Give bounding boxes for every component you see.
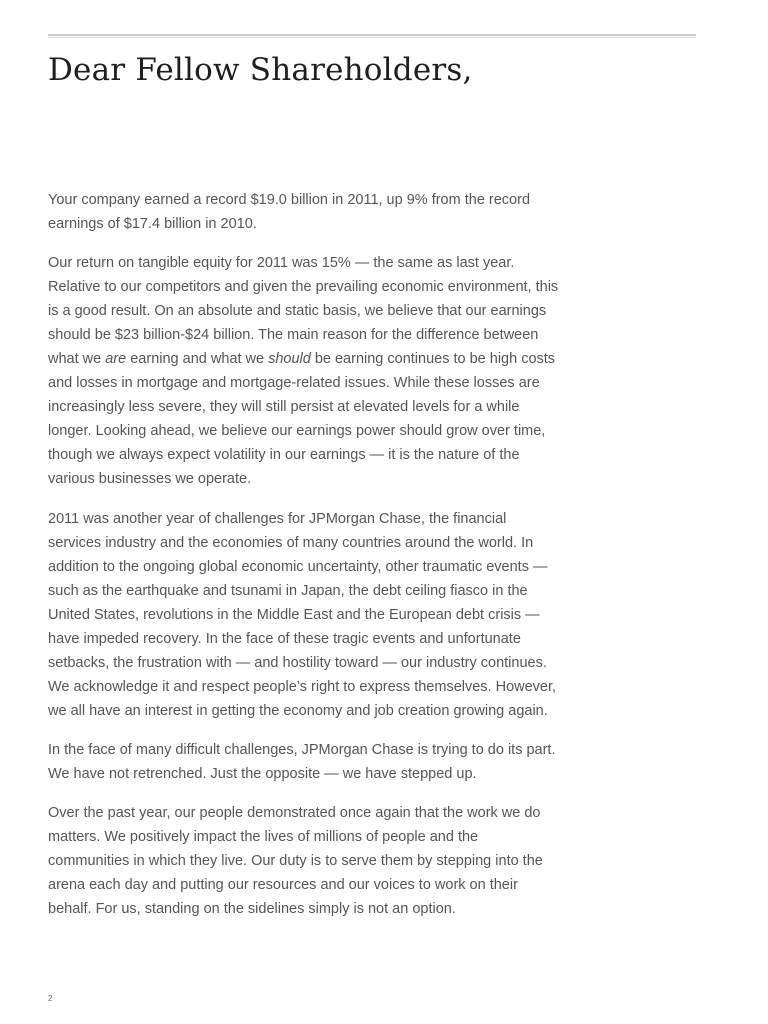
- paragraph-2-part-a: Our return on tangible equity for 2011 was 15% — the same as last year. Relative to our competitors and given the prevailing economic environment, this is a good result. On an absolute and static basis, we believe that our earnings should be $23 billion-$24 billion. The main reason for the difference between what we: [48, 255, 559, 367]
- emphasis-are: are: [105, 351, 127, 367]
- page-number: 2: [48, 994, 53, 1003]
- header-rule-thin: [48, 37, 696, 38]
- paragraph-1: Your company earned a record $19.0 billion in 2011, up 9% from the record earnings of $17.4 billion in 2010.: [48, 192, 531, 232]
- header-rule-thick: [48, 34, 696, 36]
- paragraph-2: [48, 251, 563, 491]
- paragraph-3: 2011 was another year of challenges for JPMorgan Chase, the financial services industry and the economies of many countries around the world. In addition to the ongoing global economic uncertainty, other traumatic events — such as the earthquake and tsunami in Japan, the debt ceiling fiasco in the United States, revolutions in the Middle East and the European debt crisis — have impeded recovery. In the face of these tragic events and unfortunate setbacks, the frustration with — and hostility toward — our industry continues. We acknowledge it and respect people’s right to express themselves. However, we all have an interest in getting the economy and job creation growing again.: [48, 511, 557, 719]
- paragraph-2-part-b: earning and what we: [126, 351, 269, 367]
- letter-body: [48, 188, 563, 936]
- paragraph-2-part-c: be earning continues to be high costs and losses in mortgage and mortgage-related issues. While these losses are increasingly less severe, they will still persist at elevated levels for a while longer. Looking ahead, we believe our earnings power should grow over time, though we always expect volatility in our earnings — it is the nature of the various businesses we operate.: [48, 351, 556, 487]
- emphasis-should: should: [268, 351, 311, 367]
- paragraph-5: Over the past year, our people demonstrated once again that the work we do matters. We positively impact the lives of millions of people and the communities in which they live. Our duty is to serve them by stepping into the arena each day and putting our resources and our voices to work on their behalf. For us, standing on the sidelines simply is not an option.: [48, 805, 543, 917]
- paragraph-4: In the face of many difficult challenges, JPMorgan Chase is trying to do its part. We have not retrenched. Just the opposite — we have stepped up.: [48, 742, 556, 782]
- letter-salutation: Dear Fellow Shareholders,: [48, 52, 473, 88]
